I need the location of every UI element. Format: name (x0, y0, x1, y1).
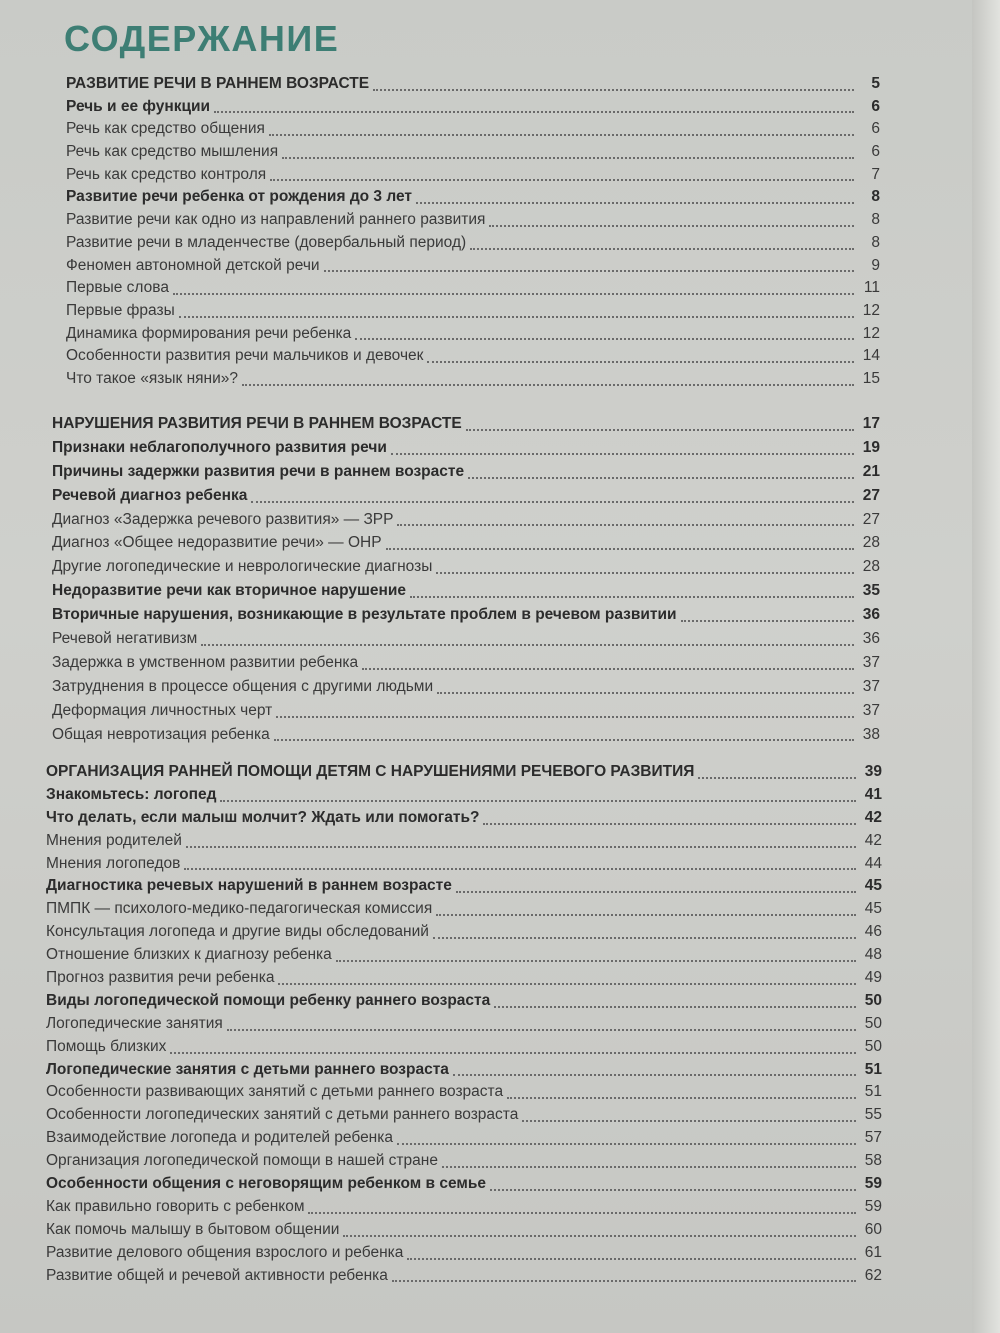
toc-dot-leader (386, 548, 854, 550)
toc-page-number: 42 (864, 808, 882, 826)
toc-entry-label: Причины задержки развития речи в раннем возрасте (52, 462, 465, 480)
toc-chapter-row (52, 412, 880, 436)
toc-dot-leader (184, 868, 856, 870)
toc-subsection-row (46, 898, 882, 921)
toc-entry-label: Виды логопедической помощи ребенку раннего возраста (46, 991, 491, 1009)
toc-dot-leader (397, 524, 854, 526)
toc-entry-label: Речь и ее функции (66, 97, 211, 115)
toc-page-number: 17 (862, 415, 880, 432)
toc-subsection-row (46, 853, 882, 876)
toc-dot-leader (456, 891, 856, 893)
toc-entry-label: РАЗВИТИЕ РЕЧИ В РАННЕМ ВОЗРАСТЕ (66, 75, 370, 92)
toc-entry-label: Речевой негативизм (52, 630, 198, 648)
toc-section-2 (0, 412, 1000, 746)
toc-dot-leader (269, 134, 854, 136)
toc-entry-label: ОРГАНИЗАЦИЯ РАННЕЙ ПОМОЩИ ДЕТЯМ С НАРУШЕНИЯМИ РЕЧЕВОГО РАЗВИТИЯ (46, 763, 695, 780)
toc-entry-label: Взаимодействие логопеда и родителей ребенка (46, 1129, 393, 1147)
toc-page-number: 12 (862, 301, 880, 319)
toc-dot-leader (201, 644, 854, 646)
toc-page-number: 59 (864, 1175, 882, 1193)
toc-dot-leader (251, 501, 854, 503)
toc-entry-label: Особенности развивающих занятий с детьми раннего возраста (46, 1083, 504, 1101)
toc-subsection-row (52, 699, 880, 723)
toc-page-number: 28 (862, 534, 880, 552)
toc-page-number: 35 (862, 582, 880, 600)
toc-subsection-row (66, 368, 880, 391)
toc-page-number: 50 (864, 1014, 882, 1032)
toc-entry-label: Логопедические занятия с детьми раннего возраста (46, 1060, 449, 1078)
toc-subsection-row (46, 830, 882, 853)
toc-page-number: 37 (862, 701, 880, 719)
toc-page-number: 51 (864, 1083, 882, 1101)
toc-section-row (52, 484, 880, 508)
toc-entry-label: Речевой диагноз ребенка (52, 486, 248, 504)
toc-subsection-row (46, 967, 882, 990)
toc-page-number: 27 (862, 486, 880, 504)
toc-page-number: 15 (862, 369, 880, 387)
toc-section-row (46, 990, 882, 1013)
toc-page-number: 8 (871, 233, 880, 251)
toc-subsection-row (66, 323, 880, 346)
toc-page-number: 51 (864, 1060, 882, 1078)
toc-entry-label: Речь как средство контроля (66, 165, 267, 183)
toc-page-number: 50 (864, 991, 882, 1009)
toc-entry-label: Мнения родителей (46, 831, 182, 849)
toc-page-number: 8 (871, 188, 880, 206)
toc-dot-leader (483, 823, 856, 825)
toc-page-number: 48 (864, 946, 882, 964)
toc-entry-label: Что делать, если малыш молчит? Ждать или помогать? (46, 808, 480, 826)
toc-page-number: 60 (864, 1220, 882, 1238)
toc-page-number: 36 (862, 630, 880, 648)
toc-dot-leader (343, 1235, 856, 1237)
toc-dot-leader (470, 248, 854, 250)
toc-entry-label: Знакомьтесь: логопед (46, 785, 217, 803)
toc-dot-leader (362, 668, 854, 670)
toc-page-number: 6 (871, 143, 880, 161)
toc-subsection-row (46, 1013, 882, 1036)
toc-page-number: 49 (864, 969, 882, 987)
toc-subsection-row (66, 300, 880, 323)
toc-entry-label: Речь как средство общения (66, 120, 265, 138)
toc-entry-label: Развитие речи ребенка от рождения до 3 лет (66, 188, 413, 206)
toc-page-number: 61 (864, 1243, 882, 1261)
toc-dot-leader (392, 1280, 856, 1282)
toc-section-row (46, 784, 882, 807)
toc-page-number: 39 (864, 763, 882, 780)
toc-subsection-row (46, 1196, 882, 1219)
toc-subsection-row (46, 1104, 882, 1127)
toc-dot-leader (522, 1120, 856, 1122)
toc-dot-leader (220, 800, 856, 802)
toc-entry-label: Логопедические занятия (46, 1014, 223, 1032)
toc-dot-leader (489, 225, 854, 227)
toc-entry-label: Как правильно говорить с ребенком (46, 1197, 305, 1215)
toc-entry-label: Первые фразы (66, 301, 175, 319)
toc-entry-label: Что такое «язык няни»? (66, 369, 238, 387)
toc-subsection-row (66, 209, 880, 232)
toc-entry-label: Другие логопедические и неврологические диагнозы (52, 558, 433, 576)
toc-subsection-row (46, 1081, 882, 1104)
toc-entry-label: Общая невротизация ребенка (52, 725, 270, 743)
toc-dot-leader (355, 338, 854, 340)
toc-subsection-row (46, 1127, 882, 1150)
toc-subsection-row (52, 531, 880, 555)
toc-entry-label: Деформация личностных черт (52, 701, 273, 719)
toc-dot-leader (278, 983, 856, 985)
toc-section-3 (0, 761, 1000, 1287)
toc-page-number: 14 (862, 347, 880, 365)
toc-page-number: 55 (864, 1106, 882, 1124)
toc-page-number: 19 (862, 438, 880, 456)
toc-dot-leader (494, 1006, 856, 1008)
toc-page-number: 6 (871, 120, 880, 138)
toc-dot-leader (436, 914, 856, 916)
toc-section-row (46, 1173, 882, 1196)
toc-dot-leader (391, 453, 854, 455)
toc-entry-label: ПМПК — психолого-медико-педагогическая комиссия (46, 900, 433, 918)
toc-subsection-row (66, 277, 880, 300)
toc-dot-leader (308, 1212, 856, 1214)
toc-entry-label: Особенности общения с неговорящим ребенком в семье (46, 1175, 486, 1193)
toc-dot-leader (186, 846, 856, 848)
toc-section-row (52, 436, 880, 460)
toc-section-row (66, 96, 880, 119)
toc-dot-leader (170, 1052, 856, 1054)
toc-dot-leader (433, 937, 856, 939)
toc-entry-label: Диагностика речевых нарушений в раннем возрасте (46, 877, 452, 895)
toc-page-number: 62 (864, 1266, 882, 1284)
toc-dot-leader (468, 477, 854, 479)
toc-subsection-row (46, 1242, 882, 1265)
toc-subsection-row (46, 921, 882, 944)
toc-subsection-row (52, 555, 880, 579)
toc-subsection-row (66, 255, 880, 278)
toc-page-number: 37 (862, 677, 880, 695)
toc-subsection-row (66, 164, 880, 187)
toc-entry-label: Феномен автономной детской речи (66, 256, 320, 274)
toc-page-number: 42 (864, 831, 882, 849)
toc-entry-label: Динамика формирования речи ребенка (66, 324, 352, 342)
toc-entry-label: Отношение близких к диагнозу ребенка (46, 946, 332, 964)
toc-page-number: 58 (864, 1152, 882, 1170)
toc-page-number: 28 (862, 558, 880, 576)
toc-subsection-row (52, 675, 880, 699)
toc-section-row (46, 875, 882, 898)
toc-entry-label: Недоразвитие речи как вторичное нарушение (52, 582, 407, 600)
toc-page-number: 50 (864, 1037, 882, 1055)
toc-dot-leader (397, 1143, 856, 1145)
toc-entry-label: Диагноз «Задержка речевого развития» — ЗРР (52, 510, 394, 528)
toc-entry-label: Задержка в умственном развитии ребенка (52, 653, 359, 671)
toc-entry-label: НАРУШЕНИЯ РАЗВИТИЯ РЕЧИ В РАННЕМ ВОЗРАСТЕ (52, 415, 462, 432)
toc-dot-leader (453, 1074, 856, 1076)
toc-page-number: 45 (864, 877, 882, 895)
toc-page-number: 37 (862, 653, 880, 671)
toc-entry-label: Помощь близких (46, 1037, 167, 1055)
toc-dot-leader (373, 89, 854, 91)
toc-dot-leader (274, 739, 854, 741)
toc-dot-leader (681, 620, 854, 622)
toc-dot-leader (416, 202, 854, 204)
toc-entry-label: Организация логопедической помощи в нашей стране (46, 1152, 438, 1170)
toc-section-1 (0, 73, 1000, 391)
toc-page-number: 7 (871, 165, 880, 183)
toc-dot-leader (173, 293, 854, 295)
toc-subsection-row (46, 944, 882, 967)
toc-entry-label: Развитие речи в младенчестве (довербальный период) (66, 233, 467, 251)
toc-subsection-row (66, 232, 880, 255)
toc-page-number: 41 (864, 785, 882, 803)
toc-dot-leader (242, 384, 854, 386)
toc-entry-label: Мнения логопедов (46, 854, 181, 872)
toc-page-number: 46 (864, 923, 882, 941)
toc-dot-leader (436, 572, 854, 574)
toc-entry-label: Затруднения в процессе общения с другими людьми (52, 677, 434, 695)
toc-entry-label: Речь как средство мышления (66, 143, 279, 161)
toc-chapter-row (46, 761, 882, 784)
toc-dot-leader (214, 111, 854, 113)
toc-entry-label: Консультация логопеда и другие виды обследований (46, 923, 429, 941)
toc-dot-leader (466, 429, 854, 431)
toc-page-number: 36 (862, 606, 880, 624)
toc-subsection-row (52, 627, 880, 651)
toc-dot-leader (490, 1189, 856, 1191)
page-title: СОДЕРЖАНИЕ (64, 18, 340, 59)
toc-page-number: 27 (862, 510, 880, 528)
toc-page-number: 9 (871, 256, 880, 274)
toc-dot-leader (437, 692, 854, 694)
toc-entry-label: Особенности логопедических занятий с детьми раннего возраста (46, 1106, 519, 1124)
toc-entry-label: Вторичные нарушения, возникающие в результате проблем в речевом развитии (52, 606, 677, 624)
toc-section-row (52, 579, 880, 603)
toc-entry-label: Признаки неблагополучного развития речи (52, 438, 387, 456)
toc-dot-leader (276, 716, 854, 718)
toc-page-number: 57 (864, 1129, 882, 1147)
toc-subsection-row (66, 118, 880, 141)
toc-subsection-row (52, 508, 880, 532)
toc-entry-label: Развитие общей и речевой активности ребенка (46, 1266, 388, 1284)
toc-section-row (46, 807, 882, 830)
toc-page-number: 44 (864, 854, 882, 872)
toc-section-row (52, 460, 880, 484)
toc-entry-label: Прогноз развития речи ребенка (46, 969, 275, 987)
toc-subsection-row (52, 723, 880, 747)
toc-section-row (46, 1059, 882, 1082)
toc-entry-label: Первые слова (66, 279, 169, 297)
toc-page-number: 5 (871, 75, 880, 92)
toc-chapter-row (66, 73, 880, 96)
toc-dot-leader (282, 157, 854, 159)
toc-dot-leader (507, 1097, 856, 1099)
toc-page-number: 21 (862, 462, 880, 480)
toc-entry-label: Развитие делового общения взрослого и ребенка (46, 1243, 404, 1261)
toc-subsection-row (66, 141, 880, 164)
toc-subsection-row (46, 1036, 882, 1059)
toc-page-number: 59 (864, 1197, 882, 1215)
toc-page-number: 45 (864, 900, 882, 918)
toc-dot-leader (179, 316, 854, 318)
toc-entry-label: Особенности развития речи мальчиков и девочек (66, 347, 424, 365)
toc-page-number: 11 (863, 279, 880, 297)
toc-entry-label: Как помочь малышу в бытовом общении (46, 1220, 340, 1238)
toc-section-row (66, 186, 880, 209)
toc-entry-label: Диагноз «Общее недоразвитие речи» — ОНР (52, 534, 382, 552)
toc-dot-leader (427, 361, 854, 363)
toc-dot-leader (270, 179, 854, 181)
toc-page-number: 6 (871, 97, 880, 115)
toc-entry-label: Развитие речи как одно из направлений раннего развития (66, 211, 486, 229)
toc-page-number: 38 (862, 725, 880, 743)
toc-subsection-row (46, 1150, 882, 1173)
toc-page-number: 12 (862, 324, 880, 342)
toc-subsection-row (52, 651, 880, 675)
toc-subsection-row (66, 345, 880, 368)
toc-dot-leader (336, 960, 856, 962)
toc-section-row (52, 603, 880, 627)
toc-dot-leader (324, 270, 854, 272)
toc-subsection-row (46, 1219, 882, 1242)
toc-page-number: 8 (871, 211, 880, 229)
toc-dot-leader (698, 777, 856, 779)
toc-dot-leader (227, 1029, 856, 1031)
toc-dot-leader (407, 1258, 856, 1260)
toc-dot-leader (442, 1166, 856, 1168)
toc-dot-leader (410, 596, 854, 598)
toc-subsection-row (46, 1265, 882, 1288)
